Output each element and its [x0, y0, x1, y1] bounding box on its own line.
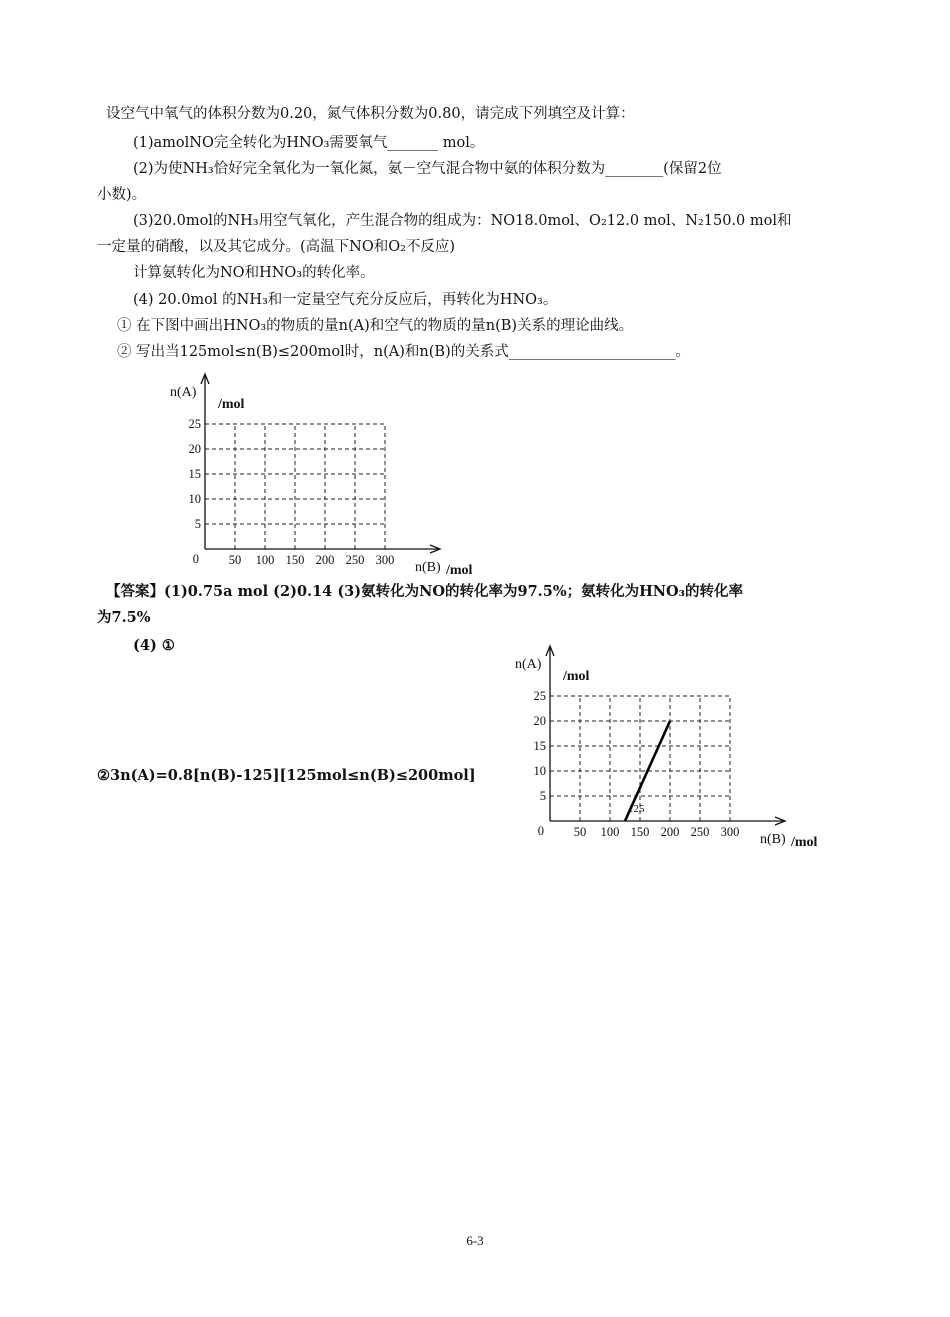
answer-chart [505, 640, 835, 850]
x-tick-label: 150 [630, 825, 650, 839]
x-axis-unit: /mol [446, 563, 473, 578]
x-tick-label: 200 [660, 825, 680, 839]
y-axis-label: n(A) [170, 385, 197, 400]
page-number: 6-3 [466, 1233, 484, 1248]
x-tick-label: 300 [375, 553, 395, 567]
y-tick-label: 25 [188, 417, 201, 431]
x-axis-unit: /mol [791, 835, 818, 850]
y-tick-label: 20 [533, 714, 546, 728]
question-4: (4) 20.0mol 的NH₃和一定量空气充分反应后，再转化为HNO₃。 [133, 292, 558, 308]
y-tick-label: 10 [188, 492, 201, 506]
question-3-line2: 一定量的硝酸，以及其它成分。(高温下NO和O₂不反应) [97, 239, 456, 255]
x-axis-label: n(B) [760, 832, 786, 847]
x-tick-label: 0 [192, 552, 199, 566]
x-tick-label: 50 [228, 553, 242, 567]
question-4-sub2: ② 写出当125mol≤n(B)≤200mol时，n(A)和n(B)的关系式_______________________。 [117, 344, 690, 360]
answer-line1: 【答案】(1)0.75a mol (2)0.14 (3)氨转化为NO的转化率为97.5%；氨转化为HNO₃的转化率 [106, 583, 744, 600]
question-1: (1)amolNO完全转化为HNO₃需要氧气_______ mol。 [133, 135, 485, 151]
question-2-line2: 小数)。 [97, 187, 147, 203]
y-tick-label: 5 [194, 517, 201, 531]
x-tick-label: 250 [690, 825, 710, 839]
y-tick-label: 15 [533, 739, 546, 753]
question-2-line1: (2)为使NH₃恰好完全氧化为一氧化氮，氨－空气混合物中氨的体积分数为________(保留2位 [133, 161, 722, 177]
x-tick-label: 200 [315, 553, 335, 567]
answer-part4-formula: ②3n(A)=0.8[n(B)-125][125mol≤n(B)≤200mol] [97, 767, 476, 784]
y-tick-label: 20 [188, 442, 201, 456]
y-tick-label: 15 [188, 467, 201, 481]
y-tick-label: 5 [539, 789, 546, 803]
question-chart-svg [160, 368, 490, 578]
x-tick-label: 150 [285, 553, 305, 567]
question-3-line1: (3)20.0mol的NH₃用空气氧化，产生混合物的组成为：NO18.0mol、O₂12.0 mol、N₂150.0 mol和 [133, 213, 792, 229]
y-tick-label: 25 [533, 689, 546, 703]
x-axis-label: n(B) [415, 560, 441, 575]
question-intro: 设空气中氧气的体积分数为0.20，氮气体积分数为0.80，请完成下列填空及计算： [106, 106, 635, 122]
question-chart [160, 368, 490, 578]
series-annotation: 125 [628, 803, 645, 815]
x-tick-label: 100 [255, 553, 275, 567]
y-axis-label: n(A) [515, 657, 542, 672]
question-3-line3: 计算氨转化为NO和HNO₃的转化率。 [133, 265, 375, 281]
x-tick-label: 300 [720, 825, 740, 839]
answer-line2: 为7.5% [97, 609, 151, 626]
answer-part4-label: (4) ① [133, 637, 175, 654]
x-tick-label: 0 [537, 824, 544, 838]
y-axis-unit: /mol [218, 397, 245, 412]
x-tick-label: 100 [600, 825, 620, 839]
y-tick-label: 10 [533, 764, 546, 778]
x-tick-label: 50 [573, 825, 587, 839]
question-4-sub1: ① 在下图中画出HNO₃的物质的量n(A)和空气的物质的量n(B)关系的理论曲线。 [117, 318, 634, 334]
y-axis-unit: /mol [563, 669, 590, 684]
x-tick-label: 250 [345, 553, 365, 567]
answer-chart-svg [505, 640, 835, 850]
